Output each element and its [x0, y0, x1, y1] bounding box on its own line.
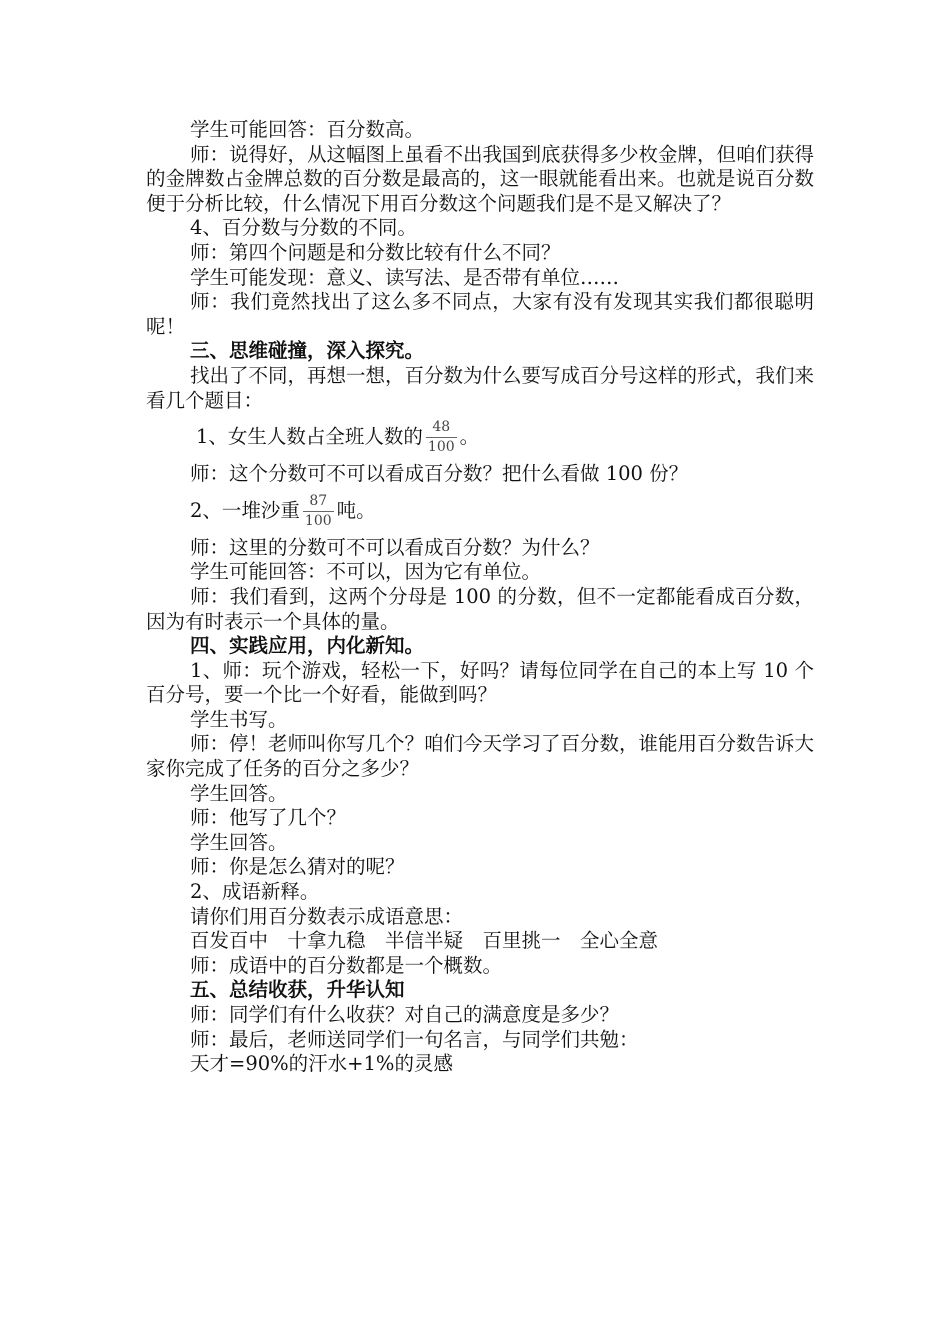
question-text: 2、一堆沙重: [190, 498, 300, 522]
paragraph: 请你们用百分数表示成语意思：: [190, 904, 464, 928]
document-page: [146, 118, 814, 1077]
section-heading: 五、总结收获，升华认知: [190, 978, 405, 1002]
question-text-end: 吨。: [336, 498, 376, 522]
paragraph: 学生可能发现：意义、读写法、是否带有单位……: [190, 265, 620, 289]
paragraph: 学生回答。: [190, 781, 288, 805]
paragraph: 2、成语新释。: [190, 880, 320, 904]
paragraph: 师：他写了几个？: [190, 806, 347, 830]
paragraph: 师：说得好，从这幅图上虽看不出我国到底获得多少枚金牌，但咱们获得的金牌数占金牌总数的百分数是最高的，这一眼就能看出来。也就是说百分数便于分析比较，什么情况下用百分数这个问题我们是不是又解决了？: [146, 142, 815, 215]
paragraph: 师：你是怎么猜对的呢？: [190, 855, 405, 879]
paragraph: 师：最后，老师送同学们一句名言，与同学们共勉：: [190, 1027, 639, 1051]
paragraph: 师：这个分数可不可以看成百分数？把什么看做 100 份？: [190, 462, 689, 486]
paragraph: 师：我们看到，这两个分母是 100 的分数，但不一定都能看成百分数，因为有时表示一个具体的量。: [146, 584, 814, 633]
paragraph: 找出了不同，再想一想，百分数为什么要写成百分号这样的形式，我们来看几个题目：: [146, 363, 815, 412]
fraction-denominator: 100: [304, 512, 332, 529]
paragraph: 学生书写。: [190, 707, 288, 731]
paragraph: 1、师：玩个游戏，轻松一下，好吗？请每位同学在自己的本上写 10 个百分号，要一个比一个好看，能做到吗？: [146, 658, 814, 707]
fraction-numerator: 87: [309, 492, 328, 509]
question-2: [146, 487, 814, 536]
question-text-end: 。: [459, 425, 480, 449]
paragraph: 学生可能回答：不可以，因为它有单位。: [190, 560, 542, 584]
paragraph: 师：同学们有什么收获？对自己的满意度是多少？: [190, 1003, 620, 1026]
paragraph: 师：这里的分数可不可以看成百分数？为什么？: [190, 535, 600, 559]
question-1: [146, 413, 814, 462]
question-text: 1、女生人数占全班人数的: [196, 425, 423, 449]
paragraph: 4、百分数与分数的不同。: [190, 216, 417, 240]
paragraph: 师：成语中的百分数都是一个概数。: [190, 953, 503, 977]
fraction: [426, 419, 457, 456]
paragraph: 学生回答。: [190, 830, 288, 854]
paragraph: 师：第四个问题是和分数比较有什么不同？: [190, 240, 561, 264]
paragraph: 师：停！老师叫你写几个？咱们今天学习了百分数，谁能用百分数告诉大家你完成了任务的百分之多少？: [146, 732, 815, 781]
paragraph: 师：我们竟然找出了这么多不同点，大家有没有发现其实我们都很聪明呢！: [146, 290, 814, 338]
fraction: [303, 493, 334, 530]
section-heading: 四、实践应用，内化新知。: [190, 634, 425, 658]
fraction-denominator: 100: [427, 439, 455, 456]
quote: 天才=90%的汗水+1%的灵感: [190, 1052, 453, 1076]
section-heading: 三、思维碰撞，深入探究。: [190, 339, 425, 363]
fraction-numerator: 48: [432, 419, 451, 436]
paragraph: 学生可能回答：百分数高。: [190, 118, 425, 141]
idiom-list: 百发百中 十拿九稳 半信半疑 百里挑一 全心全意: [190, 929, 659, 953]
